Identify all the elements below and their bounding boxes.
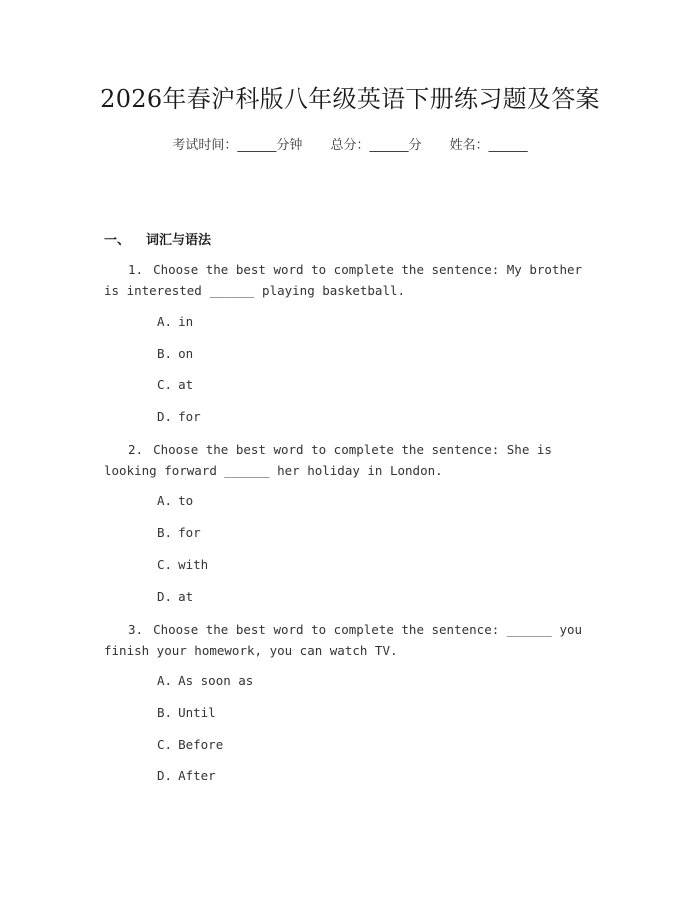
question-text: Choose the best word to complete the sentence: My brother is interested ______ playing basketball. [104,262,583,298]
option-letter: C. [157,557,173,572]
option-text: at [178,377,194,392]
option-text: Before [178,737,224,752]
exam-time-field: 考试时间：______分钟 [172,138,303,153]
question-1-option-b [157,345,193,363]
question-1-option-c [157,376,193,394]
section-number: 一、 [104,233,131,248]
question-2 [104,439,604,481]
question-3 [104,619,604,661]
section-heading [104,229,211,248]
option-letter: A. [157,493,173,508]
question-2-option-c [157,556,208,574]
option-text: Until [178,705,216,720]
option-text: on [178,346,194,361]
option-letter: B. [157,525,173,540]
question-3-option-d [157,767,216,785]
option-text: for [178,409,201,424]
question-2-option-a [157,492,193,510]
question-1-option-d [157,408,201,426]
option-letter: D. [157,768,173,783]
document-title: 2026年春沪科版八年级英语下册练习题及答案 [100,85,600,113]
question-3-option-b [157,704,216,722]
exam-info-line [0,134,700,153]
option-letter: C. [157,377,173,392]
option-text: After [178,768,216,783]
question-3-option-a [157,672,253,690]
option-text: in [178,314,194,329]
question-2-option-d [157,588,193,606]
option-text: with [178,557,209,572]
section-title: 词汇与语法 [146,233,212,248]
option-letter: B. [157,705,173,720]
option-letter: D. [157,409,173,424]
option-letter: A. [157,314,173,329]
option-letter: B. [157,346,173,361]
option-text: at [178,589,194,604]
option-letter: C. [157,737,173,752]
question-1-option-a [157,313,193,331]
option-text: As soon as [178,673,254,688]
option-letter: A. [157,673,173,688]
question-1 [104,259,604,301]
question-number: 3. [128,622,144,637]
option-text: for [178,525,201,540]
student-name-field: 姓名：______ [449,138,528,153]
question-number: 2. [128,442,144,457]
option-letter: D. [157,589,173,604]
question-text: Choose the best word to complete the sentence: ______ you finish your homework, you can watch TV. [104,622,583,658]
total-score-field: 总分：______分 [330,138,422,153]
question-2-option-b [157,524,201,542]
question-number: 1. [128,262,144,277]
question-3-option-c [157,736,223,754]
question-text: Choose the best word to complete the sentence: She is looking forward ______ her holiday in London. [104,442,552,478]
option-text: to [178,493,194,508]
